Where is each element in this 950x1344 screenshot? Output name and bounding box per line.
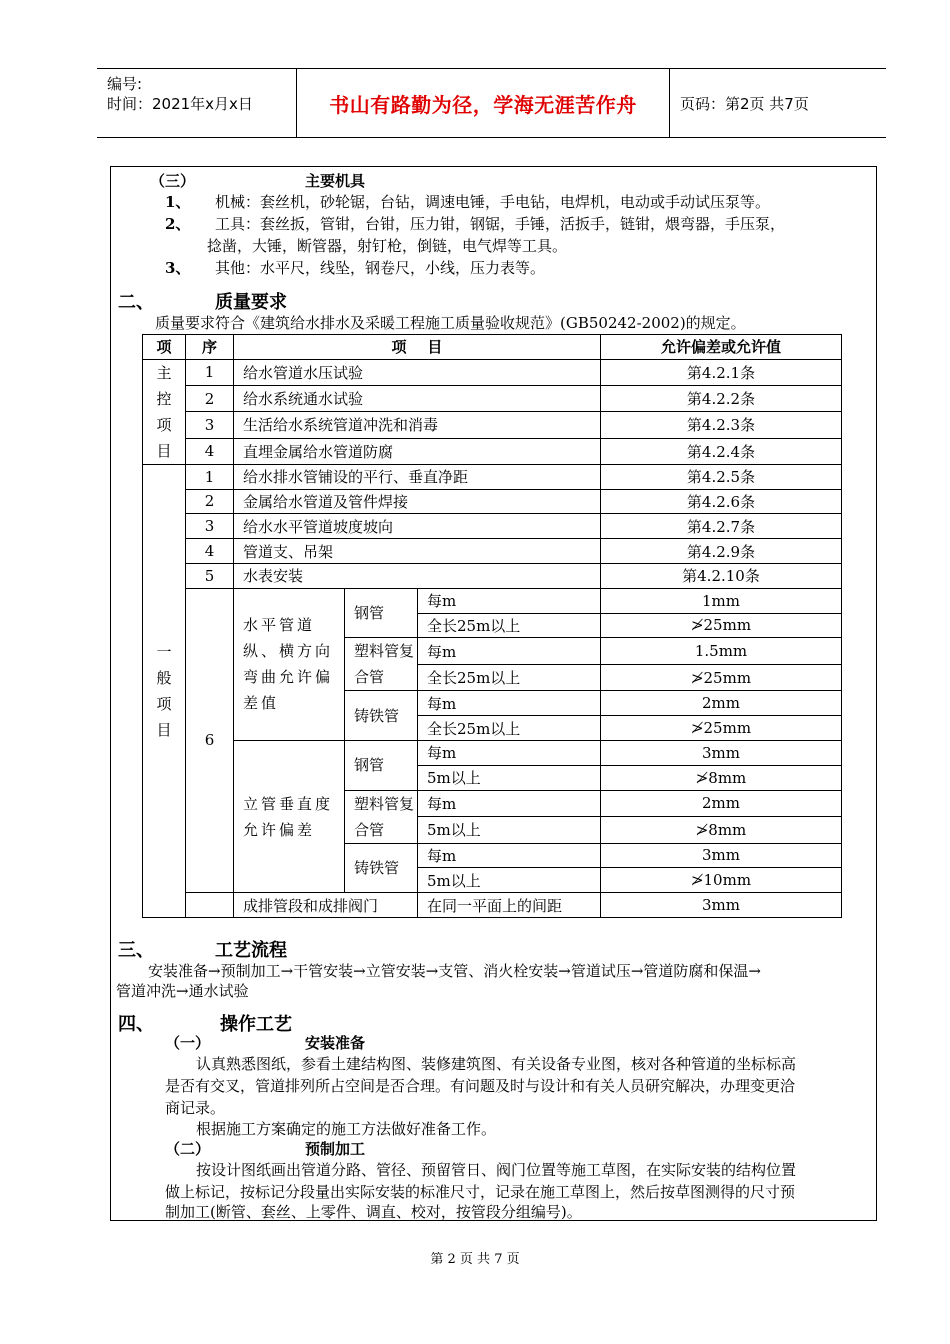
row-value: ≯8mm bbox=[601, 765, 842, 790]
row-value: 3mm bbox=[601, 843, 842, 868]
row-value: 1mm bbox=[601, 588, 842, 613]
row-item: 管道支、吊架 bbox=[234, 539, 601, 564]
table-header-value: 允许偏差或允许值 bbox=[601, 335, 842, 360]
operation-heading-title: 操作工艺 bbox=[220, 1014, 292, 1035]
row-value: 第4.2.3条 bbox=[601, 412, 842, 438]
operation-p2: 根据施工方案确定的施工方法做好准备工作。 bbox=[196, 1120, 497, 1138]
row-cond: 在同一平面上的间距 bbox=[418, 893, 601, 918]
row-seq-empty bbox=[186, 893, 234, 918]
table-row bbox=[143, 412, 842, 438]
row-seq: 5 bbox=[186, 563, 234, 588]
row-cond: 每m bbox=[418, 740, 601, 765]
operation-sub2-title: 预制加工 bbox=[305, 1140, 366, 1158]
process-heading-title: 工艺流程 bbox=[215, 940, 287, 961]
row-value: 第4.2.7条 bbox=[601, 514, 842, 539]
horizontal-deviation-label: 水平管道纵、横方向弯曲允许偏差值 bbox=[234, 588, 345, 740]
row-value: 3mm bbox=[601, 740, 842, 765]
table-header-group: 项 bbox=[143, 335, 186, 360]
row-value: 3mm bbox=[601, 893, 842, 918]
row-item: 金属给水管道及管件焊接 bbox=[234, 489, 601, 514]
row-value: 第4.2.6条 bbox=[601, 489, 842, 514]
doc-number-label: 编号: bbox=[107, 75, 143, 93]
tools-heading-title: 主要机具 bbox=[305, 172, 366, 190]
quality-heading-num: 二、 bbox=[118, 292, 154, 313]
process-heading-num: 三、 bbox=[118, 940, 154, 961]
vertical-deviation-label: 立管垂直度允许偏差 bbox=[234, 740, 345, 892]
quality-intro: 质量要求符合《建筑给水排水及采暖工程施工质量验收规范》(GB50242-2002)的规定。 bbox=[155, 314, 746, 332]
row-cond: 每m bbox=[418, 638, 601, 665]
row-item: 给水排水管铺设的平行、垂直净距 bbox=[234, 464, 601, 489]
quality-table bbox=[142, 334, 842, 918]
pipe-type: 塑料管复合管 bbox=[345, 790, 418, 843]
quality-heading-title: 质量要求 bbox=[215, 292, 287, 313]
main-group-label: 主控项目 bbox=[143, 359, 186, 464]
row-seq: 4 bbox=[186, 539, 234, 564]
doc-time-label: 时间：2021年x月x日 bbox=[107, 95, 253, 113]
pipe-type: 钢管 bbox=[345, 740, 418, 790]
table-row bbox=[143, 359, 842, 385]
pipe-type: 铸铁管 bbox=[345, 691, 418, 741]
table-header-item: 项 目 bbox=[234, 335, 601, 360]
process-line-2: 管道冲洗→通水试验 bbox=[116, 982, 249, 1000]
operation-sub1-num: （一） bbox=[165, 1034, 211, 1052]
row-cond: 5m以上 bbox=[418, 765, 601, 790]
row-seq: 1 bbox=[186, 359, 234, 385]
operation-p1-line1: 认真熟悉图纸，参看土建结构图、装修建筑图、有关设备专业图，核对各种管道的坐标标高 bbox=[196, 1055, 797, 1073]
row-value: 第4.2.2条 bbox=[601, 386, 842, 412]
tools-item-1-num: 1、 bbox=[165, 193, 191, 211]
page-header bbox=[97, 68, 886, 138]
operation-heading-num: 四、 bbox=[118, 1014, 154, 1035]
row-seq: 1 bbox=[186, 464, 234, 489]
row-seq: 2 bbox=[186, 386, 234, 412]
row-seq: 2 bbox=[186, 489, 234, 514]
table-row bbox=[143, 386, 842, 412]
table-row bbox=[143, 893, 842, 918]
operation-p3-line3: 制加工(断管、套丝、上零件、调直、校对，按管段分组编号)。 bbox=[165, 1203, 582, 1221]
row-value: 1.5mm bbox=[601, 638, 842, 665]
table-row bbox=[143, 563, 842, 588]
row-cond: 每m bbox=[418, 691, 601, 716]
row-value: ≯10mm bbox=[601, 868, 842, 893]
row-seq: 3 bbox=[186, 412, 234, 438]
page-footer: 第 2 页 共 7 页 bbox=[430, 1252, 520, 1267]
row-value: 第4.2.1条 bbox=[601, 359, 842, 385]
table-row bbox=[143, 514, 842, 539]
pipe-type: 塑料管复合管 bbox=[345, 638, 418, 691]
tools-item-2-cont: 捻凿，大锤，断管器，射钉枪，倒链，电气焊等工具。 bbox=[207, 237, 568, 255]
operation-p3-line1: 按设计图纸画出管道分路、管径、预留管日、阀门位置等施工草图，在实际安装的结构位置 bbox=[196, 1161, 797, 1179]
operation-sub2-num: （二） bbox=[165, 1140, 211, 1158]
table-header-seq: 序 bbox=[186, 335, 234, 360]
table-row bbox=[143, 464, 842, 489]
row-cond: 5m以上 bbox=[418, 868, 601, 893]
row-seq: 3 bbox=[186, 514, 234, 539]
row-value: 第4.2.9条 bbox=[601, 539, 842, 564]
row-item: 成排管段和成排阀门 bbox=[234, 893, 418, 918]
row-item: 直埋金属给水管道防腐 bbox=[234, 438, 601, 464]
row-seq: 4 bbox=[186, 438, 234, 464]
operation-p1-line3: 商记录。 bbox=[165, 1099, 226, 1117]
row-value: ≯25mm bbox=[601, 716, 842, 741]
row-item: 给水管道水压试验 bbox=[234, 359, 601, 385]
general-group-label: 一般项目 bbox=[143, 464, 186, 917]
process-line-1: 安装准备→预制加工→干管安装→立管安装→支管、消火栓安装→管道试压→管道防腐和保温→ bbox=[148, 962, 761, 980]
operation-p1-line2: 是否有交叉，管道排列所占空间是否合理。有问题及时与设计和有关人员研究解决，办理变更洽 bbox=[165, 1077, 796, 1095]
row-value: ≯8mm bbox=[601, 817, 842, 844]
row-seq-6: 6 bbox=[186, 588, 234, 892]
row-value: ≯25mm bbox=[601, 613, 842, 638]
header-meta bbox=[97, 69, 297, 137]
row-cond: 全长25m以上 bbox=[418, 716, 601, 741]
operation-sub1-title: 安装准备 bbox=[305, 1034, 366, 1052]
operation-p3-line2: 做上标记，按标记分段量出实际安装的标准尺寸，记录在施工草图上，然后按草图测得的尺寸预 bbox=[165, 1183, 796, 1201]
table-row bbox=[143, 539, 842, 564]
row-cond: 5m以上 bbox=[418, 817, 601, 844]
row-cond: 每m bbox=[418, 790, 601, 817]
pipe-type: 铸铁管 bbox=[345, 843, 418, 893]
row-cond: 每m bbox=[418, 843, 601, 868]
row-value: 第4.2.4条 bbox=[601, 438, 842, 464]
table-row bbox=[143, 588, 842, 613]
row-cond: 全长25m以上 bbox=[418, 664, 601, 691]
row-value: 第4.2.10条 bbox=[601, 563, 842, 588]
tools-item-2-num: 2、 bbox=[165, 215, 191, 233]
row-item: 水表安装 bbox=[234, 563, 601, 588]
header-motto: 书山有路勤为径，学海无涯苦作舟 bbox=[297, 69, 670, 137]
row-item: 生活给水系统管道冲洗和消毒 bbox=[234, 412, 601, 438]
tools-item-3-num: 3、 bbox=[165, 259, 191, 277]
table-row bbox=[143, 489, 842, 514]
pipe-type: 钢管 bbox=[345, 588, 418, 638]
row-cond: 全长25m以上 bbox=[418, 613, 601, 638]
tools-item-1-text: 机械：套丝机，砂轮锯，台钻，调速电锤，手电钻，电焊机，电动或手动试压泵等。 bbox=[215, 193, 771, 211]
row-cond: 每m bbox=[418, 588, 601, 613]
tools-item-2-text: 工具：套丝扳，管钳，台钳，压力钳，钢锯，手锤，活扳手，链钳，煨弯器，手压泵， bbox=[215, 215, 786, 233]
row-item: 给水水平管道坡度坡向 bbox=[234, 514, 601, 539]
row-value: 第4.2.5条 bbox=[601, 464, 842, 489]
header-page-label: 页码：第2页 共7页 bbox=[680, 94, 809, 113]
row-value: 2mm bbox=[601, 691, 842, 716]
table-header-row bbox=[143, 335, 842, 360]
tools-heading-num: （三） bbox=[150, 172, 196, 190]
row-value: 2mm bbox=[601, 790, 842, 817]
row-value: ≯25mm bbox=[601, 664, 842, 691]
row-item: 给水系统通水试验 bbox=[234, 386, 601, 412]
table-row bbox=[143, 438, 842, 464]
tools-item-3-text: 其他：水平尺，线坠，钢卷尺，小线，压力表等。 bbox=[215, 259, 546, 277]
table-row bbox=[143, 740, 842, 765]
